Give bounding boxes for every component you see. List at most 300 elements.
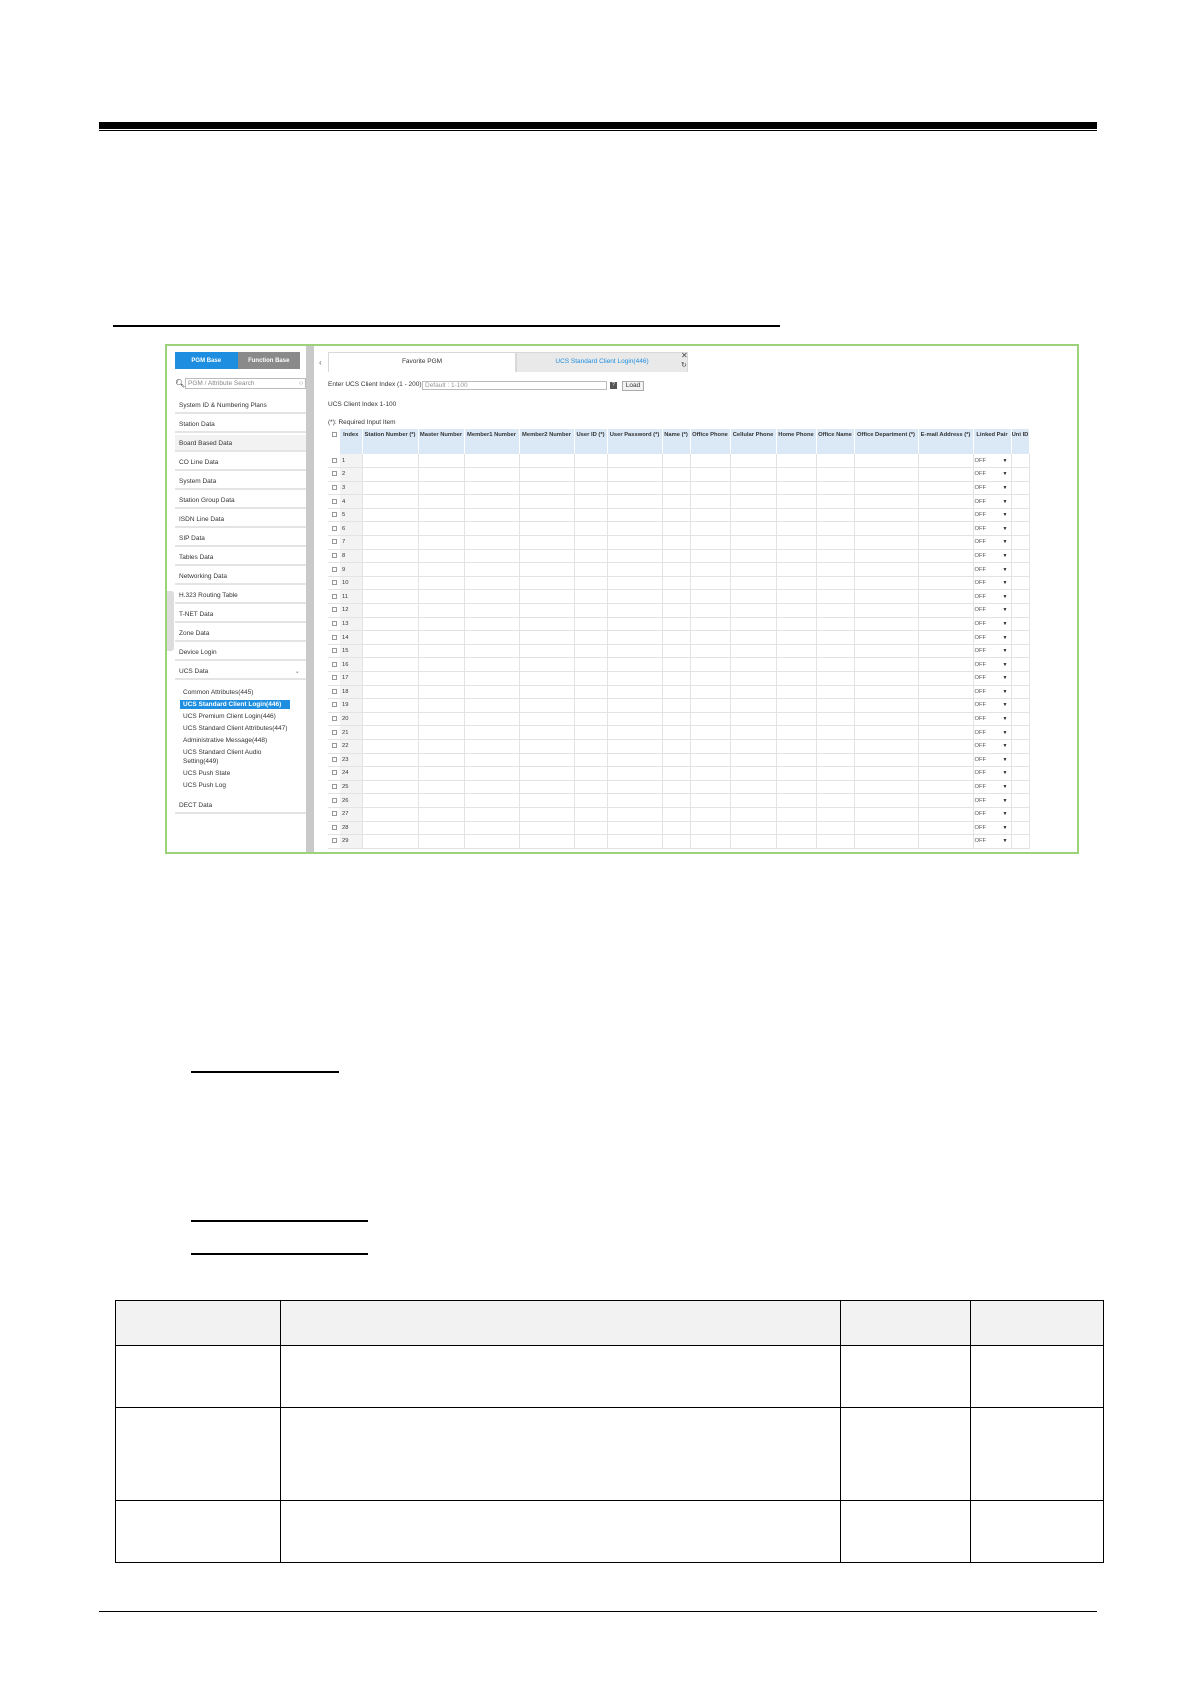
grid-cell[interactable] [418,685,464,699]
grid-cell[interactable] [662,699,690,713]
grid-cell[interactable] [464,468,519,482]
search-input[interactable] [185,378,306,389]
grid-cell[interactable] [607,563,662,577]
select-all-checkbox[interactable] [328,429,340,454]
grid-cell[interactable] [816,712,854,726]
grid-cell[interactable] [574,604,607,618]
table-row[interactable] [328,604,1029,618]
grid-cell[interactable] [464,631,519,645]
grid-cell[interactable] [776,821,816,835]
grid-cell[interactable] [464,604,519,618]
grid-cell[interactable] [574,454,607,468]
grid-cell[interactable] [418,604,464,618]
grid-cell[interactable] [1011,780,1029,794]
table-row[interactable] [328,739,1029,753]
grid-cell[interactable] [918,672,973,686]
grid-cell[interactable] [776,495,816,509]
grid-cell[interactable] [418,549,464,563]
grid-cell[interactable] [464,780,519,794]
table-row[interactable] [328,794,1029,808]
grid-cell[interactable] [1011,468,1029,482]
grid-cell[interactable] [464,563,519,577]
grid-cell[interactable] [519,495,574,509]
linked-pair-select[interactable] [973,699,1011,713]
grid-cell[interactable] [519,604,574,618]
grid-cell[interactable] [730,672,776,686]
submenu-ucs-push-log[interactable]: UCS Push Log [183,782,226,789]
grid-cell[interactable] [918,563,973,577]
grid-cell[interactable] [918,644,973,658]
grid-cell[interactable] [854,549,918,563]
sidebar-item-zone-data[interactable]: Zone Data [175,625,306,642]
grid-cell[interactable] [519,794,574,808]
grid-cell[interactable] [776,712,816,726]
sidebar-item-h323-routing-table[interactable]: H.323 Routing Table [175,587,306,604]
grid-cell[interactable] [519,767,574,781]
grid-cell[interactable] [607,495,662,509]
close-icon[interactable]: ✕ [681,351,688,360]
grid-cell[interactable] [574,563,607,577]
grid-cell[interactable] [607,726,662,740]
grid-cell[interactable] [690,604,730,618]
grid-cell[interactable] [918,807,973,821]
grid-cell[interactable] [1011,563,1029,577]
grid-cell[interactable] [464,794,519,808]
grid-cell[interactable] [854,563,918,577]
grid-cell[interactable] [574,685,607,699]
grid-cell[interactable] [854,807,918,821]
grid-cell[interactable] [362,549,418,563]
grid-cell[interactable] [464,617,519,631]
grid-cell[interactable] [854,604,918,618]
grid-cell[interactable] [918,712,973,726]
grid-cell[interactable] [730,821,776,835]
grid-cell[interactable] [690,767,730,781]
help-icon[interactable]: ? [610,382,617,389]
grid-cell[interactable] [776,794,816,808]
grid-cell[interactable] [607,753,662,767]
grid-cell[interactable] [362,794,418,808]
sidebar-item-isdn-line-data[interactable]: ISDN Line Data [175,511,306,528]
grid-cell[interactable] [776,468,816,482]
grid-cell[interactable] [574,522,607,536]
grid-cell[interactable] [607,631,662,645]
grid-cell[interactable] [730,712,776,726]
grid-cell[interactable] [1011,658,1029,672]
grid-cell[interactable] [918,835,973,849]
row-checkbox[interactable] [328,495,340,509]
grid-cell[interactable] [816,495,854,509]
submenu-ucs-standard-client-login[interactable]: UCS Standard Client Login(446) [180,700,290,709]
grid-cell[interactable] [690,794,730,808]
row-checkbox[interactable] [328,821,340,835]
grid-cell[interactable] [918,631,973,645]
table-row[interactable] [328,767,1029,781]
row-checkbox[interactable] [328,454,340,468]
table-row[interactable] [328,454,1029,468]
sidebar-item-system-data[interactable]: System Data [175,473,306,490]
table-row[interactable] [328,753,1029,767]
grid-cell[interactable] [662,821,690,835]
linked-pair-select[interactable] [973,739,1011,753]
grid-cell[interactable] [918,590,973,604]
grid-cell[interactable] [362,495,418,509]
grid-cell[interactable] [776,767,816,781]
submenu-common-attributes[interactable]: Common Attributes(445) [183,689,254,696]
sidebar-item-networking-data[interactable]: Networking Data [175,568,306,585]
grid-cell[interactable] [1011,495,1029,509]
row-checkbox[interactable] [328,807,340,821]
linked-pair-select[interactable] [973,617,1011,631]
grid-cell[interactable] [574,631,607,645]
grid-cell[interactable] [918,454,973,468]
grid-cell[interactable] [362,835,418,849]
grid-cell[interactable] [362,617,418,631]
submenu-ucs-push-state[interactable]: UCS Push State [183,770,231,777]
grid-cell[interactable] [418,699,464,713]
grid-cell[interactable] [918,739,973,753]
grid-cell[interactable] [776,508,816,522]
sidebar-item-co-line-data[interactable]: CO Line Data [175,454,306,471]
grid-cell[interactable] [1011,454,1029,468]
grid-cell[interactable] [607,576,662,590]
grid-cell[interactable] [362,590,418,604]
grid-cell[interactable] [418,644,464,658]
load-button[interactable]: Load [622,381,644,391]
grid-cell[interactable] [574,753,607,767]
table-row[interactable] [328,821,1029,835]
grid-cell[interactable] [464,590,519,604]
linked-pair-select[interactable] [973,508,1011,522]
sidebar-item-device-login[interactable]: Device Login [175,644,306,661]
sidebar-item-station-group-data[interactable]: Station Group Data [175,492,306,509]
grid-cell[interactable] [607,604,662,618]
grid-cell[interactable] [464,508,519,522]
grid-cell[interactable] [464,807,519,821]
grid-cell[interactable] [519,726,574,740]
row-checkbox[interactable] [328,644,340,658]
grid-cell[interactable] [690,495,730,509]
row-checkbox[interactable] [328,617,340,631]
grid-cell[interactable] [662,454,690,468]
grid-cell[interactable] [816,780,854,794]
grid-cell[interactable] [854,726,918,740]
grid-cell[interactable] [816,821,854,835]
grid-cell[interactable] [519,739,574,753]
grid-cell[interactable] [418,821,464,835]
grid-cell[interactable] [918,604,973,618]
grid-cell[interactable] [418,481,464,495]
grid-cell[interactable] [362,536,418,550]
grid-cell[interactable] [776,631,816,645]
linked-pair-select[interactable] [973,807,1011,821]
grid-cell[interactable] [519,454,574,468]
table-row[interactable] [328,631,1029,645]
grid-cell[interactable] [1011,685,1029,699]
grid-cell[interactable] [1011,807,1029,821]
grid-cell[interactable] [854,617,918,631]
row-checkbox[interactable] [328,712,340,726]
table-row[interactable] [328,563,1029,577]
grid-cell[interactable] [519,753,574,767]
grid-cell[interactable] [662,631,690,645]
grid-cell[interactable] [607,739,662,753]
grid-cell[interactable] [418,794,464,808]
grid-cell[interactable] [662,576,690,590]
grid-cell[interactable] [730,468,776,482]
table-row[interactable] [328,468,1029,482]
table-row[interactable] [328,712,1029,726]
row-checkbox[interactable] [328,780,340,794]
grid-cell[interactable] [918,753,973,767]
grid-cell[interactable] [1011,712,1029,726]
grid-cell[interactable] [776,576,816,590]
grid-cell[interactable] [690,468,730,482]
tab-ucs-standard-client-login[interactable]: UCS Standard Client Login(446) [516,352,688,372]
grid-cell[interactable] [607,481,662,495]
grid-cell[interactable] [816,631,854,645]
grid-cell[interactable] [662,644,690,658]
grid-cell[interactable] [776,522,816,536]
grid-cell[interactable] [690,685,730,699]
grid-cell[interactable] [662,672,690,686]
grid-cell[interactable] [662,726,690,740]
grid-cell[interactable] [690,508,730,522]
clear-search-icon[interactable]: ○ [299,379,303,387]
grid-cell[interactable] [1011,644,1029,658]
row-checkbox[interactable] [328,481,340,495]
grid-cell[interactable] [362,767,418,781]
grid-cell[interactable] [1011,672,1029,686]
grid-cell[interactable] [776,780,816,794]
grid-cell[interactable] [690,617,730,631]
index-input[interactable]: Default : 1-100 [422,381,607,390]
table-row[interactable] [328,644,1029,658]
grid-cell[interactable] [776,454,816,468]
table-row[interactable] [328,835,1029,849]
grid-cell[interactable] [730,780,776,794]
grid-cell[interactable] [1011,590,1029,604]
grid-cell[interactable] [362,685,418,699]
sidebar-scrollbar[interactable] [306,346,314,852]
grid-cell[interactable] [730,726,776,740]
grid-cell[interactable] [574,712,607,726]
row-checkbox[interactable] [328,726,340,740]
tab-favorite-pgm[interactable]: Favorite PGM [328,352,516,372]
grid-cell[interactable] [418,617,464,631]
row-checkbox[interactable] [328,672,340,686]
grid-cell[interactable] [776,672,816,686]
grid-cell[interactable] [574,508,607,522]
grid-cell[interactable] [519,821,574,835]
grid-cell[interactable] [776,617,816,631]
grid-cell[interactable] [464,821,519,835]
grid-cell[interactable] [690,590,730,604]
tab-pgm-base[interactable]: PGM Base [175,352,238,369]
grid-cell[interactable] [418,739,464,753]
grid-cell[interactable] [816,508,854,522]
grid-cell[interactable] [662,563,690,577]
grid-cell[interactable] [730,508,776,522]
grid-cell[interactable] [464,576,519,590]
grid-cell[interactable] [519,468,574,482]
grid-cell[interactable] [362,807,418,821]
grid-cell[interactable] [854,712,918,726]
grid-cell[interactable] [519,522,574,536]
grid-cell[interactable] [607,454,662,468]
grid-cell[interactable] [816,767,854,781]
grid-cell[interactable] [607,807,662,821]
grid-cell[interactable] [418,767,464,781]
grid-cell[interactable] [662,658,690,672]
grid-cell[interactable] [690,454,730,468]
linked-pair-select[interactable] [973,767,1011,781]
grid-cell[interactable] [730,631,776,645]
grid-cell[interactable] [362,454,418,468]
grid-cell[interactable] [362,699,418,713]
sidebar-item-tnet-data[interactable]: T-NET Data [175,606,306,623]
table-row[interactable] [328,481,1029,495]
grid-cell[interactable] [1011,604,1029,618]
grid-cell[interactable] [854,508,918,522]
grid-cell[interactable] [690,699,730,713]
grid-cell[interactable] [362,522,418,536]
grid-cell[interactable] [607,617,662,631]
grid-cell[interactable] [854,536,918,550]
grid-cell[interactable] [418,807,464,821]
linked-pair-select[interactable] [973,672,1011,686]
row-checkbox[interactable] [328,794,340,808]
grid-cell[interactable] [816,617,854,631]
table-row[interactable] [328,780,1029,794]
grid-cell[interactable] [918,794,973,808]
linked-pair-select[interactable] [973,536,1011,550]
sidebar-collapse-handle[interactable] [167,591,174,651]
grid-cell[interactable] [1011,753,1029,767]
grid-cell[interactable] [607,821,662,835]
grid-cell[interactable] [918,495,973,509]
grid-cell[interactable] [362,631,418,645]
linked-pair-select[interactable] [973,495,1011,509]
grid-cell[interactable] [776,590,816,604]
grid-cell[interactable] [418,495,464,509]
grid-cell[interactable] [1011,739,1029,753]
sidebar-item-tables-data[interactable]: Tables Data [175,549,306,566]
grid-cell[interactable] [854,739,918,753]
grid-cell[interactable] [662,508,690,522]
grid-cell[interactable] [464,835,519,849]
grid-cell[interactable] [816,672,854,686]
grid-cell[interactable] [1011,481,1029,495]
grid-cell[interactable] [418,835,464,849]
grid-cell[interactable] [776,685,816,699]
grid-cell[interactable] [662,522,690,536]
grid-cell[interactable] [464,495,519,509]
grid-cell[interactable] [519,685,574,699]
grid-cell[interactable] [464,767,519,781]
grid-cell[interactable] [519,549,574,563]
grid-cell[interactable] [1011,617,1029,631]
grid-cell[interactable] [918,536,973,550]
grid-cell[interactable] [816,739,854,753]
grid-cell[interactable] [918,481,973,495]
grid-cell[interactable] [816,807,854,821]
grid-cell[interactable] [816,454,854,468]
grid-cell[interactable] [854,835,918,849]
grid-cell[interactable] [519,780,574,794]
grid-cell[interactable] [574,468,607,482]
grid-cell[interactable] [854,685,918,699]
grid-cell[interactable] [362,508,418,522]
grid-cell[interactable] [362,780,418,794]
grid-cell[interactable] [662,685,690,699]
grid-cell[interactable] [730,644,776,658]
grid-cell[interactable] [662,536,690,550]
grid-cell[interactable] [464,699,519,713]
row-checkbox[interactable] [328,549,340,563]
grid-cell[interactable] [464,536,519,550]
grid-cell[interactable] [607,780,662,794]
grid-cell[interactable] [816,699,854,713]
grid-cell[interactable] [607,522,662,536]
grid-cell[interactable] [690,481,730,495]
row-checkbox[interactable] [328,767,340,781]
grid-cell[interactable] [662,590,690,604]
grid-cell[interactable] [418,576,464,590]
grid-cell[interactable] [854,753,918,767]
linked-pair-select[interactable] [973,576,1011,590]
grid-cell[interactable] [690,726,730,740]
grid-cell[interactable] [730,658,776,672]
grid-cell[interactable] [854,699,918,713]
grid-cell[interactable] [690,739,730,753]
grid-cell[interactable] [464,712,519,726]
grid-cell[interactable] [730,739,776,753]
grid-cell[interactable] [519,835,574,849]
grid-cell[interactable] [519,644,574,658]
grid-cell[interactable] [854,522,918,536]
grid-cell[interactable] [662,753,690,767]
grid-cell[interactable] [816,590,854,604]
grid-cell[interactable] [519,590,574,604]
linked-pair-select[interactable] [973,794,1011,808]
row-checkbox[interactable] [328,835,340,849]
grid-cell[interactable] [464,549,519,563]
grid-cell[interactable] [854,780,918,794]
grid-cell[interactable] [854,644,918,658]
grid-cell[interactable] [854,821,918,835]
grid-cell[interactable] [690,807,730,821]
grid-cell[interactable] [662,807,690,821]
linked-pair-select[interactable] [973,726,1011,740]
grid-cell[interactable] [816,563,854,577]
grid-cell[interactable] [662,481,690,495]
grid-cell[interactable] [418,780,464,794]
grid-cell[interactable] [519,631,574,645]
grid-cell[interactable] [1011,631,1029,645]
grid-cell[interactable] [418,631,464,645]
grid-cell[interactable] [816,658,854,672]
chevron-left-icon[interactable]: ‹ [319,358,322,367]
grid-cell[interactable] [574,495,607,509]
grid-cell[interactable] [854,767,918,781]
grid-cell[interactable] [418,563,464,577]
grid-cell[interactable] [776,563,816,577]
grid-cell[interactable] [574,767,607,781]
grid-cell[interactable] [464,739,519,753]
grid-cell[interactable] [776,807,816,821]
grid-cell[interactable] [854,481,918,495]
